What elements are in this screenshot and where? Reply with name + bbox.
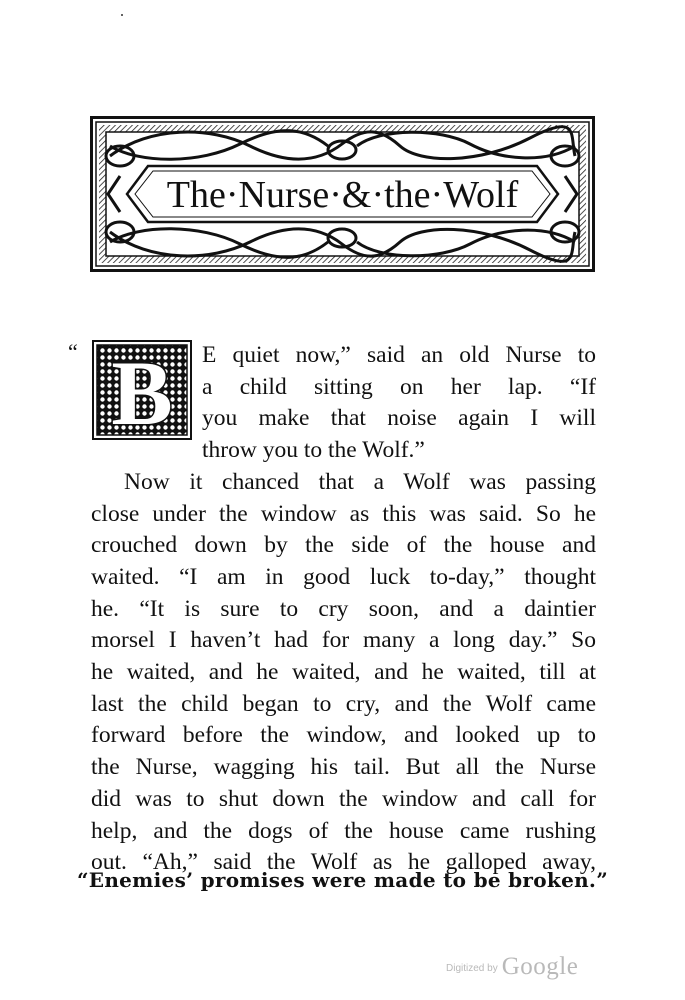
story-line: help, and the dogs of the house came rushing xyxy=(91,817,596,844)
story-line: morsel I haven’t had for many a long day.” So xyxy=(91,627,596,654)
story-line: close under the window as this was said. So he xyxy=(91,500,596,527)
story-line: he waited, and he waited, and he waited, till at xyxy=(91,659,596,685)
opening-quote: “ xyxy=(68,339,78,364)
story-line: crouched down by the side of the house and xyxy=(91,532,596,559)
story-line: the Nurse, wagging his tail. But all the Nurse xyxy=(91,754,596,781)
digitized-watermark xyxy=(446,953,578,981)
moral: “Enemies’ promises were made to be broken.” xyxy=(76,868,609,892)
page-speck xyxy=(121,14,123,16)
story-line: did was to shut down the window and call for xyxy=(91,785,596,812)
story-line: a child sitting on her lap. “If xyxy=(202,373,596,400)
title-banner xyxy=(90,116,595,272)
story-line: out. “Ah,” said the Wolf as he galloped away, xyxy=(91,849,596,876)
story-line: you make that noise again I will xyxy=(202,405,596,432)
story-line: throw you to the Wolf.” xyxy=(202,437,425,464)
story-line: waited. “I am in good luck to-day,” thought xyxy=(91,563,596,590)
story-line: Now it chanced that a Wolf was passing xyxy=(124,468,596,495)
story-line: E quiet now,” said an old Nurse to xyxy=(202,342,596,368)
story-line: forward before the window, and looked up to xyxy=(91,722,596,749)
story-line: last the child began to cry, and the Wolf came xyxy=(91,690,596,717)
digitized-label: Digitized by xyxy=(446,963,498,974)
google-logo: Google xyxy=(501,953,579,980)
drop-cap xyxy=(92,340,192,440)
story-title: The·Nurse·&·the·Wolf xyxy=(166,174,519,216)
story-line: he. “It is sure to cry soon, and a daintier xyxy=(91,595,596,622)
ornamental-frame xyxy=(90,116,595,272)
drop-cap-letter: B xyxy=(111,342,173,440)
